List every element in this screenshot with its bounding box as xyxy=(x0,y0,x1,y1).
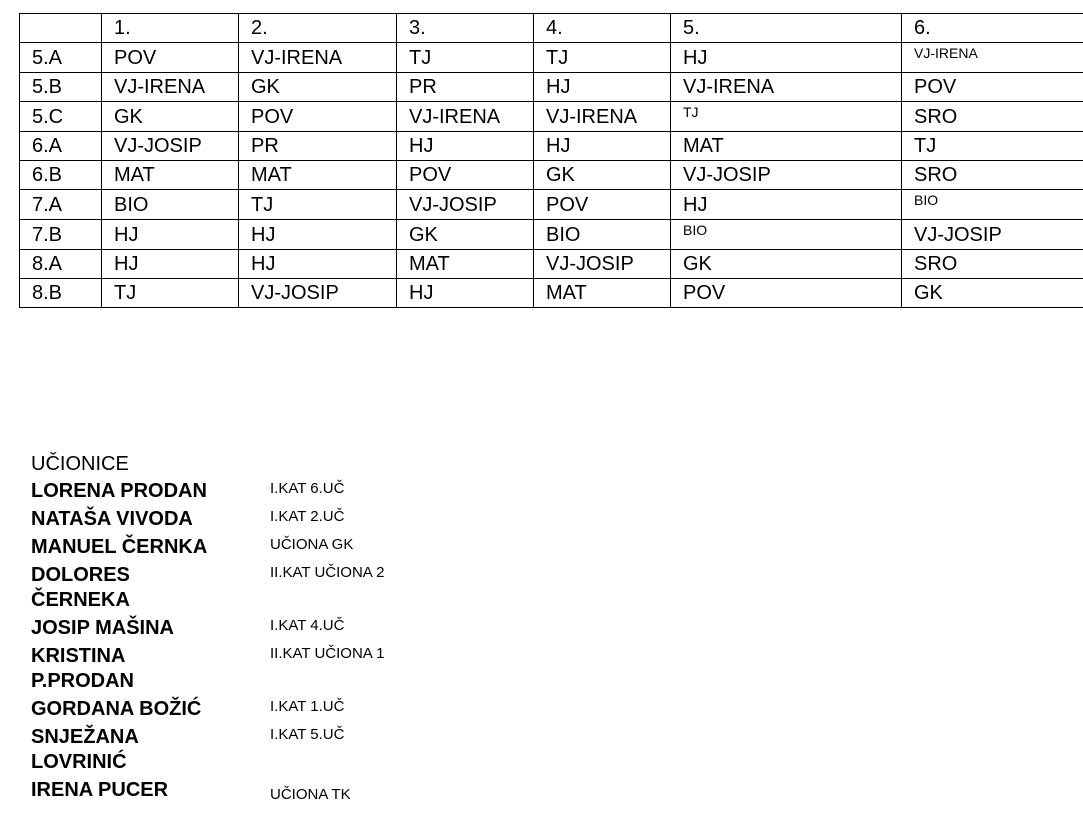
table-cell: SRO xyxy=(902,102,1083,132)
table-cell: VJ-IRENA xyxy=(102,73,239,102)
table-cell: VJ-IRENA xyxy=(534,102,671,132)
schedule-table xyxy=(19,13,1083,308)
room-location: I.KAT 1.UČ xyxy=(270,698,345,715)
table-cell: VJ-JOSIP xyxy=(397,190,534,220)
table-cell: HJ xyxy=(534,73,671,102)
table-cell: BIO xyxy=(534,220,671,250)
teacher-name: GORDANA BOŽIĆ xyxy=(31,698,202,720)
classroom-entry xyxy=(31,532,451,560)
table-cell: BIO xyxy=(902,190,1083,220)
classroom-entry xyxy=(31,504,451,532)
room-location: I.KAT 5.UČ xyxy=(270,726,345,743)
table-cell: HJ xyxy=(671,190,902,220)
table-row xyxy=(20,102,1083,132)
class-cell: 6.B xyxy=(20,161,102,190)
teacher-name: MANUEL ČERNKA xyxy=(31,536,208,558)
table-cell: HJ xyxy=(534,132,671,161)
table-cell: VJ-JOSIP xyxy=(534,250,671,279)
table-cell: GK xyxy=(102,102,239,132)
classrooms-title: UČIONICE xyxy=(31,453,129,475)
classroom-entry xyxy=(31,476,451,504)
teacher-name: JOSIP MAŠINA xyxy=(31,617,174,639)
table-row xyxy=(20,161,1083,190)
table-cell: SRO xyxy=(902,161,1083,190)
table-cell: HJ xyxy=(239,250,397,279)
class-cell: 5.C xyxy=(20,102,102,132)
table-cell: GK xyxy=(397,220,534,250)
room-location: I.KAT 4.UČ xyxy=(270,617,345,634)
table-cell: TJ xyxy=(671,102,902,132)
table-cell: TJ xyxy=(534,43,671,73)
classroom-entry xyxy=(31,775,451,805)
table-cell: HJ xyxy=(239,220,397,250)
header-cell: 2. xyxy=(239,14,397,43)
class-cell: 5.A xyxy=(20,43,102,73)
table-cell: VJ-JOSIP xyxy=(671,161,902,190)
header-cell: 6. xyxy=(902,14,1083,43)
room-location: II.KAT UČIONA 2 xyxy=(270,564,385,581)
class-cell: 6.A xyxy=(20,132,102,161)
table-cell: GK xyxy=(671,250,902,279)
schedule-header-row xyxy=(20,14,1083,43)
table-cell: HJ xyxy=(102,220,239,250)
table-cell: POV xyxy=(671,279,902,308)
table-cell: HJ xyxy=(397,132,534,161)
table-cell: POV xyxy=(102,43,239,73)
room-location: I.KAT 2.UČ xyxy=(270,508,345,525)
table-cell: MAT xyxy=(534,279,671,308)
classroom-entry xyxy=(31,560,451,613)
table-row xyxy=(20,220,1083,250)
table-cell: PR xyxy=(239,132,397,161)
table-cell: VJ-JOSIP xyxy=(902,220,1083,250)
table-cell: MAT xyxy=(397,250,534,279)
table-cell: GK xyxy=(902,279,1083,308)
teacher-name: SNJEŽANA LOVRINIĆ xyxy=(31,726,139,773)
classroom-entry xyxy=(31,613,451,641)
table-cell: POV xyxy=(397,161,534,190)
table-row xyxy=(20,279,1083,308)
table-cell: TJ xyxy=(102,279,239,308)
table-cell: GK xyxy=(239,73,397,102)
class-cell: 8.A xyxy=(20,250,102,279)
header-cell: 1. xyxy=(102,14,239,43)
table-cell: PR xyxy=(397,73,534,102)
table-cell: BIO xyxy=(671,220,902,250)
class-cell: 8.B xyxy=(20,279,102,308)
table-cell: MAT xyxy=(239,161,397,190)
room-location: UČIONA TK xyxy=(270,786,351,803)
class-cell: 7.A xyxy=(20,190,102,220)
table-cell: VJ-IRENA xyxy=(902,43,1083,73)
classroom-entry xyxy=(31,722,451,775)
table-cell: SRO xyxy=(902,250,1083,279)
table-row xyxy=(20,132,1083,161)
classroom-entry xyxy=(31,694,451,722)
table-cell: TJ xyxy=(397,43,534,73)
table-cell: POV xyxy=(534,190,671,220)
room-location: II.KAT UČIONA 1 xyxy=(270,645,385,662)
class-cell: 5.B xyxy=(20,73,102,102)
room-location: UČIONA GK xyxy=(270,536,354,553)
classroom-entry xyxy=(31,641,451,694)
teacher-name: NATAŠA VIVODA xyxy=(31,508,193,530)
table-cell: HJ xyxy=(102,250,239,279)
table-cell: MAT xyxy=(671,132,902,161)
table-cell: TJ xyxy=(239,190,397,220)
table-cell: POV xyxy=(239,102,397,132)
teacher-name: KRISTINA P.PRODAN xyxy=(31,645,134,692)
header-cell: 5. xyxy=(671,14,902,43)
table-cell: MAT xyxy=(102,161,239,190)
class-cell: 7.B xyxy=(20,220,102,250)
teacher-name: DOLORES ČERNEKA xyxy=(31,564,130,611)
table-row xyxy=(20,250,1083,279)
table-cell: POV xyxy=(902,73,1083,102)
header-cell: 3. xyxy=(397,14,534,43)
teacher-name: LORENA PRODAN xyxy=(31,480,207,502)
table-cell: VJ-JOSIP xyxy=(239,279,397,308)
table-row xyxy=(20,43,1083,73)
table-cell: VJ-JOSIP xyxy=(102,132,239,161)
table-row xyxy=(20,190,1083,220)
table-cell: GK xyxy=(534,161,671,190)
table-cell: VJ-IRENA xyxy=(239,43,397,73)
table-cell: HJ xyxy=(397,279,534,308)
table-cell: TJ xyxy=(902,132,1083,161)
table-cell: HJ xyxy=(671,43,902,73)
header-cell xyxy=(20,14,102,43)
table-row xyxy=(20,73,1083,102)
table-cell: BIO xyxy=(102,190,239,220)
teacher-name: IRENA PUCER xyxy=(31,779,169,801)
classrooms-section xyxy=(31,452,451,805)
header-cell: 4. xyxy=(534,14,671,43)
table-cell: VJ-IRENA xyxy=(671,73,902,102)
room-location: I.KAT 6.UČ xyxy=(270,480,345,497)
table-cell: VJ-IRENA xyxy=(397,102,534,132)
